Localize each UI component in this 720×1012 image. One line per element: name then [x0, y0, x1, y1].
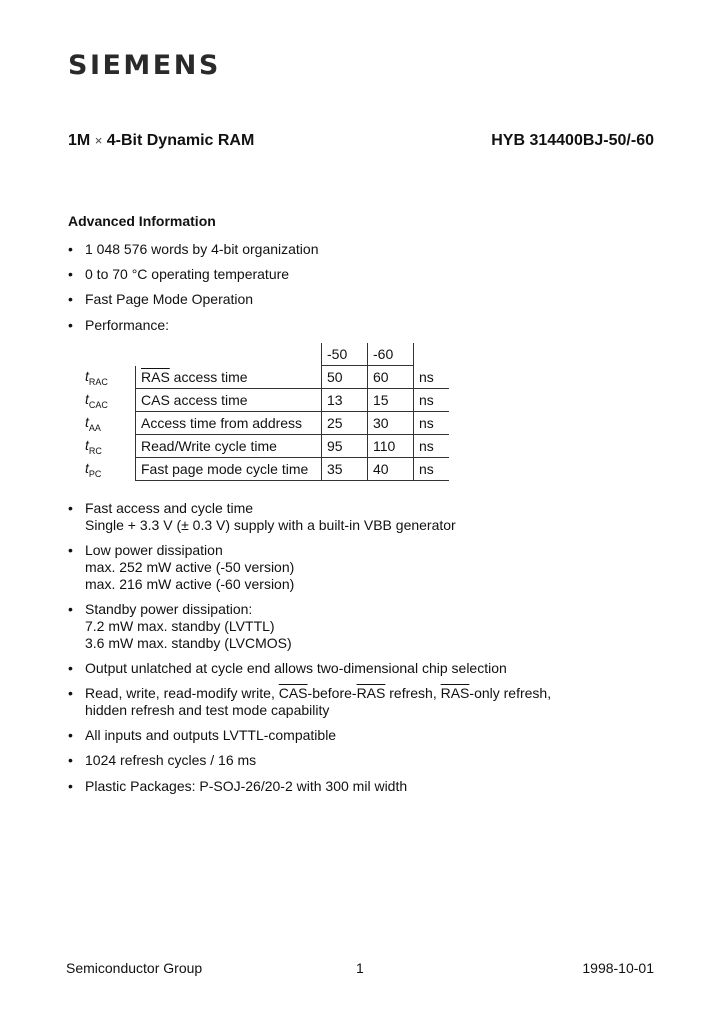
value-60-cell: 40 — [368, 458, 414, 481]
bullet-dot: • — [68, 727, 73, 743]
bullet-dot: • — [68, 266, 73, 282]
bullet-standby: Standby power dissipation: — [85, 601, 253, 617]
footer-company: Semiconductor Group — [66, 960, 203, 976]
siemens-logo: SIEMENS — [68, 50, 221, 81]
performance-table — [85, 343, 449, 481]
bullet-refresh-line2: hidden refresh and test mode capability — [85, 702, 330, 718]
title-suffix: 4-Bit Dynamic RAM — [106, 132, 255, 149]
unit-cell: ns — [414, 435, 450, 458]
bullet-fast-page-mode: Fast Page Mode Operation — [85, 291, 254, 307]
unit-cell: ns — [414, 458, 450, 481]
bullet-performance: Performance: — [85, 317, 170, 333]
column-header-60: -60 — [368, 343, 414, 366]
description-cell: Access time from address — [136, 412, 322, 435]
bullet-low-power-line2: max. 252 mW active (-50 version) — [85, 559, 295, 575]
section-title: Advanced Information — [68, 213, 216, 229]
part-number: HYB 314400BJ-50/-60 — [491, 132, 654, 149]
bullet-dot: • — [68, 542, 73, 558]
bullet-temperature: 0 to 70 °C operating temperature — [85, 266, 290, 282]
symbol-cell: $t_{RAC}$ — [85, 367, 108, 387]
times-symbol: × — [94, 133, 103, 148]
footer-date: 1998-10-01 — [582, 960, 654, 976]
bullet-dot: • — [68, 601, 73, 617]
document-title — [68, 132, 254, 150]
bullet-output: Output unlatched at cycle end allows two-dimensional chip selection — [85, 660, 507, 676]
value-60-cell: 110 — [368, 435, 414, 458]
value-50-cell: 25 — [322, 412, 368, 435]
bullet-dot: • — [68, 660, 73, 676]
bullet-dot: • — [68, 317, 73, 333]
title-prefix: 1M — [68, 132, 91, 149]
unit-cell: ns — [414, 412, 450, 435]
description-cell: $\overline{RAS}$ access time — [136, 366, 322, 389]
value-50-cell: 95 — [322, 435, 368, 458]
footer-page-number: 1 — [356, 960, 364, 976]
bullet-organization: 1 048 576 words by 4-bit organization — [85, 241, 319, 257]
bullet-packages: Plastic Packages: P-SOJ-26/20-2 with 300 mil width — [85, 778, 408, 794]
bullet-fast-access: Fast access and cycle time — [85, 500, 254, 516]
bullet-dot: • — [68, 685, 73, 701]
description-cell: Read/Write cycle time — [136, 435, 322, 458]
column-header-50: -50 — [322, 343, 368, 366]
value-60-cell: 60 — [368, 366, 414, 389]
bullet-dot: • — [68, 291, 73, 307]
bullet-dot: • — [68, 752, 73, 768]
symbol-cell: $t_{AA}$ — [85, 413, 101, 433]
value-50-cell: 50 — [322, 366, 368, 389]
bullet-dot: • — [68, 241, 73, 257]
bullet-fast-access-line2: Single + 3.3 V (± 0.3 V) supply with a built-in VBB generator — [85, 517, 456, 533]
bullet-dot: • — [68, 778, 73, 794]
table-row — [85, 366, 449, 389]
bullet-low-power-line3: max. 216 mW active (-60 version) — [85, 576, 295, 592]
symbol-cell: $t_{CAC}$ — [85, 390, 108, 410]
bullet-low-power: Low power dissipation — [85, 542, 223, 558]
table-header-row — [85, 343, 449, 366]
value-60-cell: 15 — [368, 389, 414, 412]
unit-cell: ns — [414, 366, 450, 389]
symbol-cell: $t_{RC}$ — [85, 436, 102, 456]
table-row — [85, 435, 449, 458]
value-50-cell: 13 — [322, 389, 368, 412]
unit-cell: ns — [414, 389, 450, 412]
description-cell: CAS access time — [136, 389, 322, 412]
bullet-inputs: All inputs and outputs LVTTL-compatible — [85, 727, 337, 743]
value-50-cell: 35 — [322, 458, 368, 481]
bullet-standby-line2: 7.2 mW max. standby (LVTTL) — [85, 618, 275, 634]
table-row — [85, 412, 449, 435]
bullet-dot: • — [68, 500, 73, 516]
table-row — [85, 389, 449, 412]
symbol-cell: $t_{PC}$ — [85, 459, 102, 479]
value-60-cell: 30 — [368, 412, 414, 435]
bullet-standby-line3: 3.6 mW max. standby (LVCMOS) — [85, 635, 292, 651]
table-row — [85, 458, 449, 481]
description-cell: Fast page mode cycle time — [136, 458, 322, 481]
bullet-refresh: Read, write, read-modify write, $\overline{CAS}-before-\overline{RAS}$ refresh, $\overline{RAS}$-only refresh, — [85, 685, 552, 701]
bullet-refresh-cycles: 1024 refresh cycles / 16 ms — [85, 752, 257, 768]
